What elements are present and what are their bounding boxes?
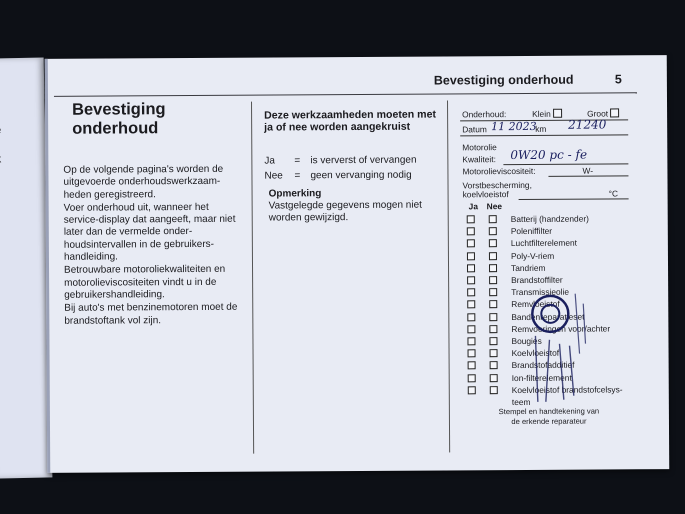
ja-column-label: Ja [468, 201, 479, 212]
ja-checkbox[interactable] [467, 325, 475, 333]
column-divider [251, 102, 254, 454]
nee-column-label: Nee [486, 201, 503, 212]
klein-option [532, 109, 562, 119]
groot-label: Groot [587, 108, 609, 119]
form-rule [519, 198, 629, 200]
nee-checkbox[interactable] [490, 374, 498, 382]
instructions-heading: Deze werkzaamheden moeten met ja of nee worden aangekruist [264, 108, 437, 134]
checklist-item-label: Bandenreparatieset [511, 311, 585, 322]
paragraph: Op de volgende pagina's worden de uitgevoerde onderhoudswerkzaam-heden geregistreerd. [63, 163, 224, 201]
stamp-instruction-line: de erkende reparateur [511, 416, 587, 426]
form-rule [460, 134, 628, 136]
checklist-item-label: Brandstoffilter [511, 274, 563, 286]
checklist-item-label: Ion-filterelement [511, 372, 572, 383]
form-rule [548, 175, 628, 176]
checklist-item-label: teem [511, 396, 531, 408]
remark-title: Opmerking [268, 188, 322, 200]
groot-checkbox[interactable] [610, 108, 619, 117]
datum-label: Datum [462, 124, 487, 135]
checklist-item-label: Brandstofadditief [511, 360, 575, 371]
stamp-text-lines [535, 336, 573, 402]
vorstbescherming-label: Vorstbescherming, [462, 179, 532, 191]
ja-checkbox[interactable] [467, 264, 475, 272]
legend-meaning: is ververst of vervangen [310, 154, 417, 167]
page-fragment [0, 124, 1, 136]
checklist-item-label: Tandriem [510, 262, 546, 273]
legend-term: Ja [264, 155, 275, 167]
header-rule [54, 92, 637, 97]
legend-sign: = [294, 170, 301, 182]
km-label: km [535, 123, 547, 134]
remark-text: Vastgelegde gegevens mogen niet worden gewijzigd. [268, 199, 422, 224]
nee-checkbox[interactable] [490, 386, 498, 394]
running-header: Bevestiging onderhoud [433, 72, 574, 88]
paragraph: Voer onderhoud uit, wanneer het service-display dat aangeeft, maar niet later dan de vermelde onder-houdsintervallen in de gebruikers-handleiding. [63, 201, 236, 263]
checklist-item-label: Koelvloeistof [511, 347, 560, 359]
klein-label: Klein [532, 108, 551, 119]
nee-checkbox[interactable] [490, 349, 498, 357]
page-number: 5 [614, 72, 622, 87]
nee-checkbox[interactable] [489, 215, 497, 223]
title-line: Bevestiging [71, 100, 166, 119]
legend-sign: = [294, 155, 301, 167]
ja-checkbox[interactable] [468, 374, 476, 382]
nee-checkbox[interactable] [490, 362, 498, 370]
checklist-item-label: Luchtfilterelement [510, 238, 578, 249]
nee-checkbox[interactable] [489, 252, 497, 260]
checklist-item-label: Poleniffilter [510, 225, 553, 237]
nee-checkbox[interactable] [489, 288, 497, 296]
stamp-instruction-line: Stempel en handtekening van [498, 406, 600, 417]
nee-checkbox[interactable] [489, 227, 497, 235]
page-title [72, 100, 222, 139]
ja-checkbox[interactable] [468, 349, 476, 357]
datum-handwritten: 11 2023 [491, 119, 537, 134]
viscositeit-value: W- [582, 165, 594, 176]
checklist-item-label: Transmissieolie [511, 286, 570, 298]
stamp-signature [575, 294, 585, 354]
ja-checkbox[interactable] [467, 215, 475, 223]
temperature-unit: °C [608, 188, 619, 199]
column-divider [447, 100, 450, 452]
stamp-instructions [464, 406, 634, 426]
ja-checkbox[interactable] [467, 276, 475, 284]
repair-shop-stamp [505, 284, 596, 408]
nee-checkbox[interactable] [489, 276, 497, 284]
nee-checkbox[interactable] [489, 240, 497, 248]
nee-checkbox[interactable] [489, 301, 497, 309]
booklet-page [45, 55, 670, 473]
koelvloeistof-label: koelvloeistof [462, 189, 509, 200]
legend-meaning: geen vervanging nodig [310, 169, 412, 182]
checklist-item-label: Batterij (handzender) [510, 213, 589, 225]
klein-checkbox[interactable] [553, 109, 562, 118]
paragraph: Bij auto's met benzinemotoren moet de brandstoftank vol zijn. [64, 301, 238, 327]
page-fragment [0, 153, 1, 165]
ja-checkbox[interactable] [467, 313, 475, 321]
intro-text [63, 164, 246, 329]
ja-checkbox[interactable] [467, 227, 475, 235]
form-rule [503, 163, 628, 165]
nee-checkbox[interactable] [489, 313, 497, 321]
legend-term: Nee [264, 170, 283, 182]
ja-checkbox[interactable] [467, 252, 475, 260]
stamp-inner-circle [541, 305, 559, 323]
viscositeit-label: Motorolieviscositeit: [462, 165, 536, 177]
nee-checkbox[interactable] [489, 264, 497, 272]
onderhoud-label: Onderhoud: [462, 109, 507, 120]
title-line: onderhoud [72, 119, 159, 138]
nee-checkbox[interactable] [489, 325, 497, 333]
ja-checkbox[interactable] [468, 386, 476, 394]
nee-checkbox[interactable] [489, 337, 497, 345]
checklist-item-label: Remvoeringen voor/achter [511, 323, 611, 334]
checklist-item-label: Bougies [511, 335, 542, 347]
km-handwritten: 21240 [568, 117, 607, 132]
paragraph: Betrouwbare motoroliekwaliteiten en motorolieviscositeiten vindt u in de gebruikershandleiding. [64, 264, 226, 301]
ja-checkbox[interactable] [467, 301, 475, 309]
checklist-item-label: Remvloeistof [511, 299, 560, 310]
kwaliteit-label: Kwaliteit: [462, 154, 496, 165]
stamp-circle [532, 296, 568, 332]
ja-checkbox[interactable] [468, 362, 476, 370]
checklist-item-label: Poly-V-riem [510, 250, 555, 261]
ja-checkbox[interactable] [467, 288, 475, 296]
ja-checkbox[interactable] [467, 337, 475, 345]
checklist-item-label: Koelvloeistof brandstofcelsys- [511, 384, 623, 395]
motorolie-label: Motorolie [462, 142, 497, 153]
kwaliteit-handwritten: 0W20 pc - fe [510, 147, 588, 163]
onderhoud-row [462, 109, 506, 119]
ja-checkbox[interactable] [467, 240, 475, 248]
